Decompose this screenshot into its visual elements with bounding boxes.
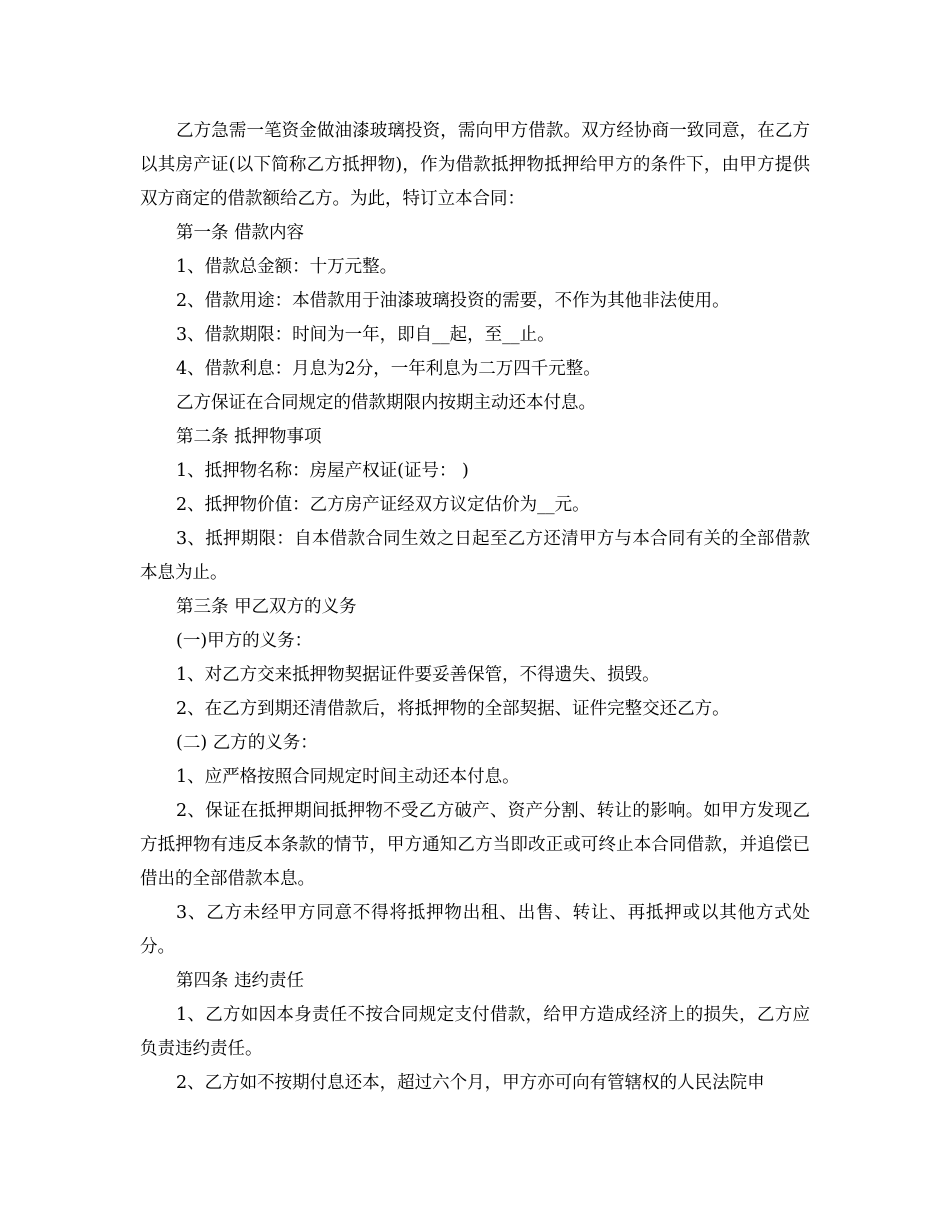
article-3-party-a-heading: (一)甲方的义务：	[176, 631, 313, 651]
article-3-party-b-item-1: 1、应严格按照合同规定时间主动还本付息。	[176, 767, 520, 787]
article-1-item-2: 2、借款用途：本借款用于油漆玻璃投资的需要，不作为其他非法使用。	[176, 291, 730, 311]
article-3-party-b-item-2: 2、保证在抵押期间抵押物不受乙方破产、资产分割、转让的影响。如甲方发现乙方抵押物有违反本条款的情节，甲方通知乙方当即改正或可终止本合同借款，并追偿已借出的全部借款本息。	[140, 801, 810, 889]
article-1-item-1: 1、借款总金额：十万元整。	[176, 257, 398, 277]
article-1-guarantee: 乙方保证在合同规定的借款期限内按期主动还本付息。	[176, 393, 596, 413]
article-4-heading: 第四条 违约责任	[176, 971, 305, 991]
article-3-heading: 第三条 甲乙双方的义务	[176, 597, 357, 617]
article-3-party-b-item-3: 3、乙方未经甲方同意不得将抵押物出租、出售、转让、再抵押或以其他方式处分。	[140, 903, 810, 957]
article-3-party-a-item-2: 2、在乙方到期还清借款后，将抵押物的全部契据、证件完整交还乙方。	[176, 699, 730, 719]
article-4-item-1: 1、乙方如因本身责任不按合同规定支付借款，给甲方造成经济上的损失，乙方应负责违约责任。	[140, 1005, 810, 1059]
article-2-item-1: 1、抵押物名称：房屋产权证(证号： )	[176, 461, 469, 481]
article-2-item-3: 3、抵押期限：自本借款合同生效之日起至乙方还清甲方与本合同有关的全部借款本息为止。	[140, 529, 810, 583]
article-4-item-2: 2、乙方如不按期付息还本，超过六个月，甲方亦可向有管辖权的人民法院申	[176, 1073, 765, 1093]
article-3-party-a-item-1: 1、对乙方交来抵押物契据证件要妥善保管，不得遗失、损毁。	[176, 665, 660, 685]
article-2-heading: 第二条 抵押物事项	[176, 427, 322, 447]
article-1-heading: 第一条 借款内容	[176, 223, 305, 243]
paragraph-intro: 乙方急需一笔资金做油漆玻璃投资，需向甲方借款。双方经协商一致同意，在乙方以其房产证(以下简称乙方抵押物)，作为借款抵押物抵押给甲方的条件下，由甲方提供双方商定的借款额给乙方。为此，特订立本合同：	[140, 121, 810, 209]
article-1-item-3: 3、借款期限：时间为一年，即自__起，至__止。	[176, 325, 555, 345]
article-2-item-2: 2、抵押物价值：乙方房产证经双方议定估价为__元。	[176, 495, 590, 515]
article-1-item-4: 4、借款利息：月息为2分，一年利息为二万四千元整。	[176, 359, 601, 379]
article-3-party-b-heading: (二) 乙方的义务：	[176, 733, 318, 753]
